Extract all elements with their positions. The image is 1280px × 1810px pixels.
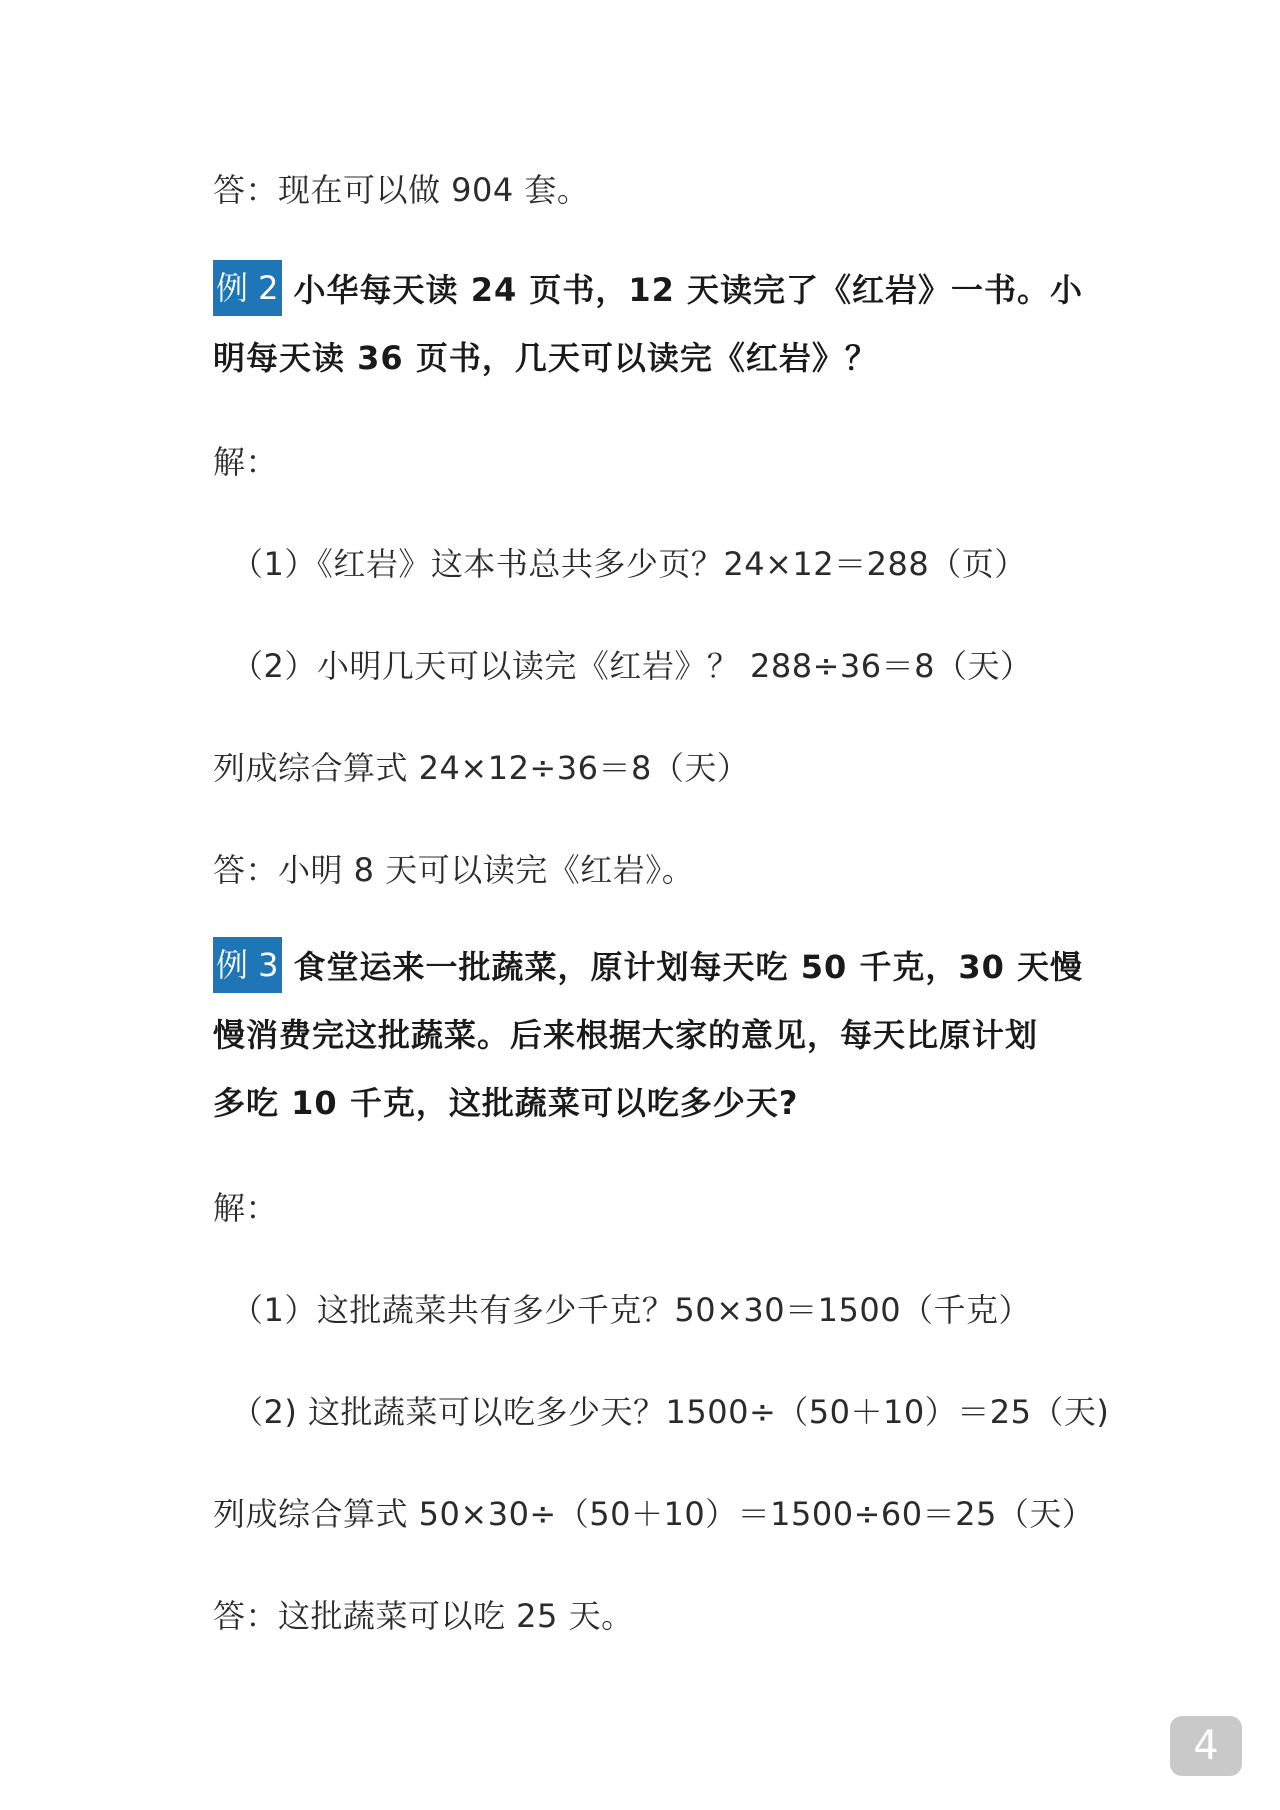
example-3-question-line-3: 多吃 10 千克，这批蔬菜可以吃多少天?: [213, 1084, 799, 1122]
example-3-tag: 例 3: [213, 937, 282, 993]
example-2-step-1: （1）《红岩》这本书总共多少页？24×12＝288（页）: [231, 545, 1027, 583]
example-2-step-2: （2）小明几天可以读完《红岩》？ 288÷36＝8（天）: [231, 647, 1033, 685]
example-3-combined-formula: 列成综合算式 50×30÷（50＋10）＝1500÷60＝25（天）: [213, 1495, 1095, 1533]
example-2-question-row-1: [213, 256, 1093, 324]
example-2-solution-label: 解：: [213, 443, 279, 481]
example-3-question-line-1: 食堂运来一批蔬菜，原计划每天吃 50 千克，30 天慢: [293, 948, 1084, 986]
example-3-question-line-2: 慢消费完这批蔬菜。后来根据大家的意见，每天比原计划: [213, 1016, 1039, 1054]
example-2-question-line-2: 明每天读 36 页书，几天可以读完《红岩》？: [213, 339, 878, 377]
example-2-question-line-1: 小华每天读 24 页书，12 天读完了《红岩》一书。小: [293, 271, 1084, 309]
example-3-answer: 答：这批蔬菜可以吃 25 天。: [213, 1597, 634, 1635]
document-page: [213, 0, 1110, 1810]
previous-answer: 答：现在可以做 904 套。: [213, 171, 590, 209]
example-3-step-2: （2) 这批蔬菜可以吃多少天？1500÷（50＋10）＝25（天): [231, 1393, 1110, 1431]
example-3-question-row-1: [213, 933, 1093, 1001]
example-3-question: [213, 933, 1093, 1137]
example-2-combined-formula: 列成综合算式 24×12÷36＝8（天）: [213, 749, 750, 787]
page-number-badge: 4: [1170, 1716, 1242, 1776]
example-2-question: [213, 256, 1093, 392]
example-3-step-1: （1）这批蔬菜共有多少千克？50×30＝1500（千克）: [231, 1291, 1032, 1329]
example-3-solution-label: 解：: [213, 1189, 279, 1227]
example-2-answer: 答：小明 8 天可以读完《红岩》。: [213, 851, 695, 889]
example-2-tag: 例 2: [213, 260, 282, 316]
